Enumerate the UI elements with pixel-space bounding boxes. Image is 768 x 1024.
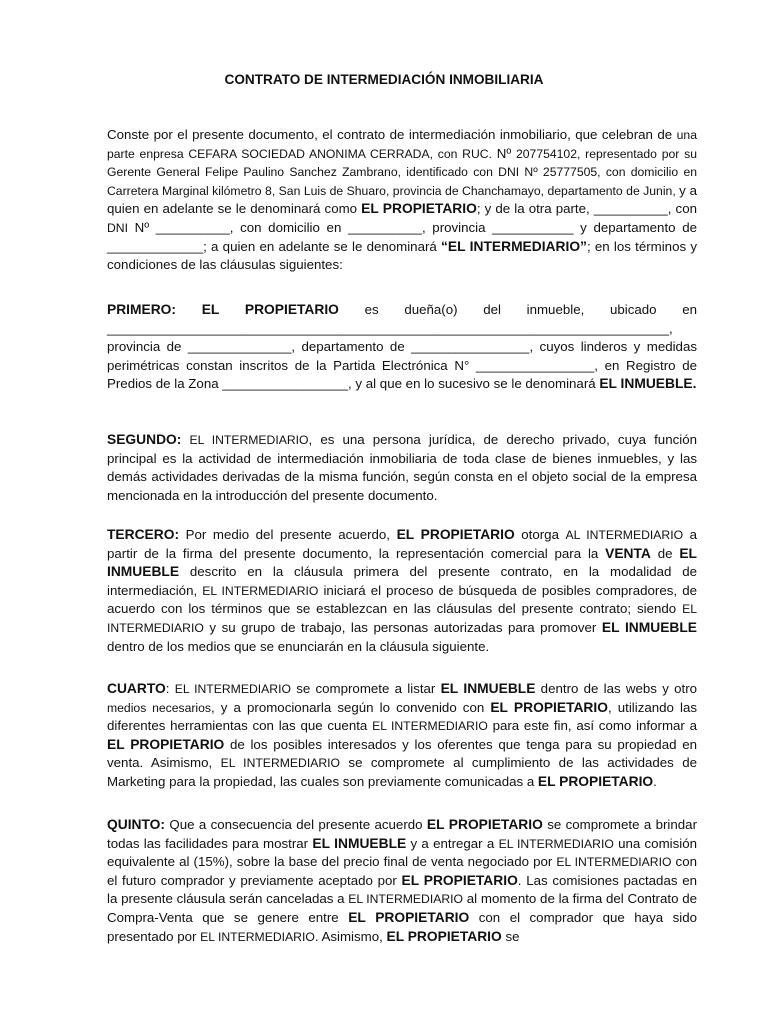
text-run: a partir de la firma del presente documento, la representación comercial para la bbox=[107, 527, 698, 561]
text-run: EL INTERMEDIARIO bbox=[556, 855, 672, 870]
text-run: de los posibles interesados y los oferentes que tenga para su propiedad en venta. Asimismo, bbox=[107, 736, 697, 771]
text-run: y su grupo de trabajo, las personas autorizadas para promover bbox=[203, 619, 602, 635]
text-run: EL INTERMEDIARIO bbox=[200, 929, 315, 944]
bold-text-run: EL INMUEBLE bbox=[107, 545, 697, 580]
bold-text-run: SEGUNDO: bbox=[107, 432, 182, 447]
bold-text-run: EL PROPIETARIO bbox=[396, 527, 515, 542]
bold-text-run: EL PROPIETARIO bbox=[490, 699, 608, 715]
text-run: EL INTERMEDIARIO bbox=[202, 583, 319, 598]
bold-text-run: EL INMUEBLE bbox=[440, 681, 536, 696]
clause-quinto bbox=[107, 816, 697, 946]
bold-text-run: CUARTO bbox=[107, 681, 166, 696]
text-run: se compromete al cumplimiento de las actividades de Marketing para la propiedad, las cuales son previamente comunicadas a bbox=[107, 755, 698, 789]
bold-text-run: “EL INTERMEDIARIO” bbox=[441, 238, 587, 254]
bold-text-run: EL PROPIETARIO bbox=[361, 201, 477, 217]
text-run: una comisión equivalente al (15%), sobre la base del precio final de venta negociado por bbox=[107, 835, 698, 870]
text-run: de bbox=[650, 545, 680, 561]
text-run: descrito en la cláusula primera del presente contrato, en la modalidad de intermediación, bbox=[107, 564, 697, 598]
bold-text-run: EL PROPIETARIO bbox=[107, 736, 225, 752]
clause-cuarto bbox=[107, 680, 697, 792]
text-run: para este fin, así como informar a bbox=[487, 718, 697, 734]
text-run: medios necesarios bbox=[107, 700, 212, 715]
clause-primero bbox=[107, 301, 697, 394]
text-run: : bbox=[165, 681, 175, 696]
text-run: ; en los términos y condiciones de las cláusulas siguientes: bbox=[107, 238, 697, 273]
text-run: dentro de las webs y otro bbox=[535, 681, 698, 696]
bold-text-run: EL INMUEBLE bbox=[312, 835, 407, 851]
text-run: EL INTERMEDIARIO bbox=[189, 433, 309, 447]
text-run: Nº __________, con domicilio en __________, provincia ___________ y departamento de _____________; a quien en adelante se le denominará bbox=[107, 219, 697, 254]
text-run: Conste por el presente documento, el contrato de intermediación inmobiliario, que celebran de bbox=[107, 127, 677, 142]
bold-text-run: EL PROPIETARIO bbox=[537, 773, 654, 789]
text-run bbox=[176, 302, 202, 317]
text-run: , y a promocionarla según lo convenido con bbox=[211, 699, 491, 715]
text-run: DNI bbox=[107, 220, 128, 235]
document-title: CONTRATO DE INTERMEDIACIÓN INMOBILIARIA bbox=[224, 72, 544, 87]
text-run: al momento de la firma del Contrato de Compra-Venta que se genere entre bbox=[107, 891, 698, 925]
text-run: . Las comisiones pactadas en la presente cláusula serán canceladas a bbox=[107, 872, 697, 907]
text-run: con el comprador que haya sido presentado por bbox=[107, 909, 698, 944]
text-run: AL INTERMEDIARIO bbox=[565, 528, 684, 542]
text-run: EL INTERMEDIARIO bbox=[107, 602, 697, 635]
paragraph-intro bbox=[107, 126, 697, 275]
bold-text-run: EL PROPIETARIO bbox=[201, 302, 339, 317]
text-run: EL INTERMEDIARIO bbox=[348, 892, 464, 907]
text-run: otorga bbox=[514, 527, 566, 542]
bold-text-run: EL PROPIETARIO bbox=[386, 928, 502, 944]
clause-tercero bbox=[107, 526, 697, 656]
bold-text-run: EL INMUEBLE. bbox=[599, 376, 697, 392]
clause-segundo bbox=[107, 431, 697, 505]
text-run: una parte enpresa CEFARA SOCIEDAD ANONIMA CERRADA, con RUC. bbox=[107, 128, 697, 161]
text-run: y a quien en adelante se le denominará como bbox=[107, 182, 697, 217]
text-run: . bbox=[653, 773, 657, 789]
text-run: y a entregar a bbox=[406, 835, 499, 851]
bold-text-run: EL INMUEBLE bbox=[601, 619, 698, 635]
text-run: se compromete a listar bbox=[290, 681, 441, 696]
text-run: Por medio del presente acuerdo, bbox=[179, 527, 397, 542]
text-run: EL INTERMEDIARIO bbox=[372, 719, 488, 734]
bold-text-run: EL PROPIETARIO bbox=[348, 909, 470, 925]
bold-text-run: VENTA bbox=[605, 545, 651, 561]
bold-text-run: PRIMERO: bbox=[107, 302, 176, 317]
text-run: 207754102, representado por su Gerente General Felipe Paulino Sanchez Zambrano, identificado con DNI Nº 25777505, con domicilio en Carretera Marginal kilómetro 8, San Luis de Shuaro, provincia de Chanchamayo, departamento de Junin, bbox=[107, 146, 698, 198]
text-run: iniciará el proceso de búsqueda de posibles compradores, de acuerdo con los términos que se establezcan en las cláusulas del presente contrato; siendo bbox=[107, 582, 697, 617]
text-run: dentro de los medios que se enunciarán en la cláusula siguiente. bbox=[107, 638, 490, 654]
text-run: . Asimismo, bbox=[314, 928, 387, 944]
text-run: es dueña(o) del inmueble, ubicado en ____________________________________________________________________________, provincia de ______________, departamento de ________________, cuyos linderos y medidas perimétricas constan inscritos de la Partida Electrónica N° ________________, en Registro de Predios de la Zona _________________, y al que en lo sucesivo se le denominará bbox=[107, 302, 698, 392]
text-run: se compromete a brindar todas las facilidades para mostrar bbox=[107, 817, 697, 851]
text-run: con el futuro comprador y previamente aceptado por bbox=[107, 854, 697, 888]
text-run: , utilizando las diferentes herramientas con las que cuenta bbox=[107, 699, 698, 734]
bold-text-run: QUINTO: bbox=[107, 817, 165, 832]
text-run: ; y de la otra parte, __________, con bbox=[476, 201, 697, 217]
bold-text-run: EL PROPIETARIO bbox=[426, 817, 543, 832]
bold-text-run: EL PROPIETARIO bbox=[401, 872, 518, 888]
text-run: Nº bbox=[496, 145, 512, 161]
text-run: Que a consecuencia del presente acuerdo bbox=[165, 817, 427, 832]
text-run: EL INTERMEDIARIO bbox=[174, 682, 291, 696]
text-run: EL INTERMEDIARIO bbox=[498, 836, 614, 851]
bold-text-run: TERCERO: bbox=[107, 527, 180, 542]
text-run: , es una persona jurídica, de derecho privado, cuya función principal es la actividad de intermediación inmobiliaria de toda clase de bienes inmuebles, y las demás actividades derivadas de la misma función, según consta en el objeto social de la empresa mencionada en la introducción del presente documento. bbox=[107, 432, 697, 503]
text-run: se bbox=[501, 928, 520, 944]
text-run: EL INTERMEDIARIO bbox=[220, 756, 341, 771]
